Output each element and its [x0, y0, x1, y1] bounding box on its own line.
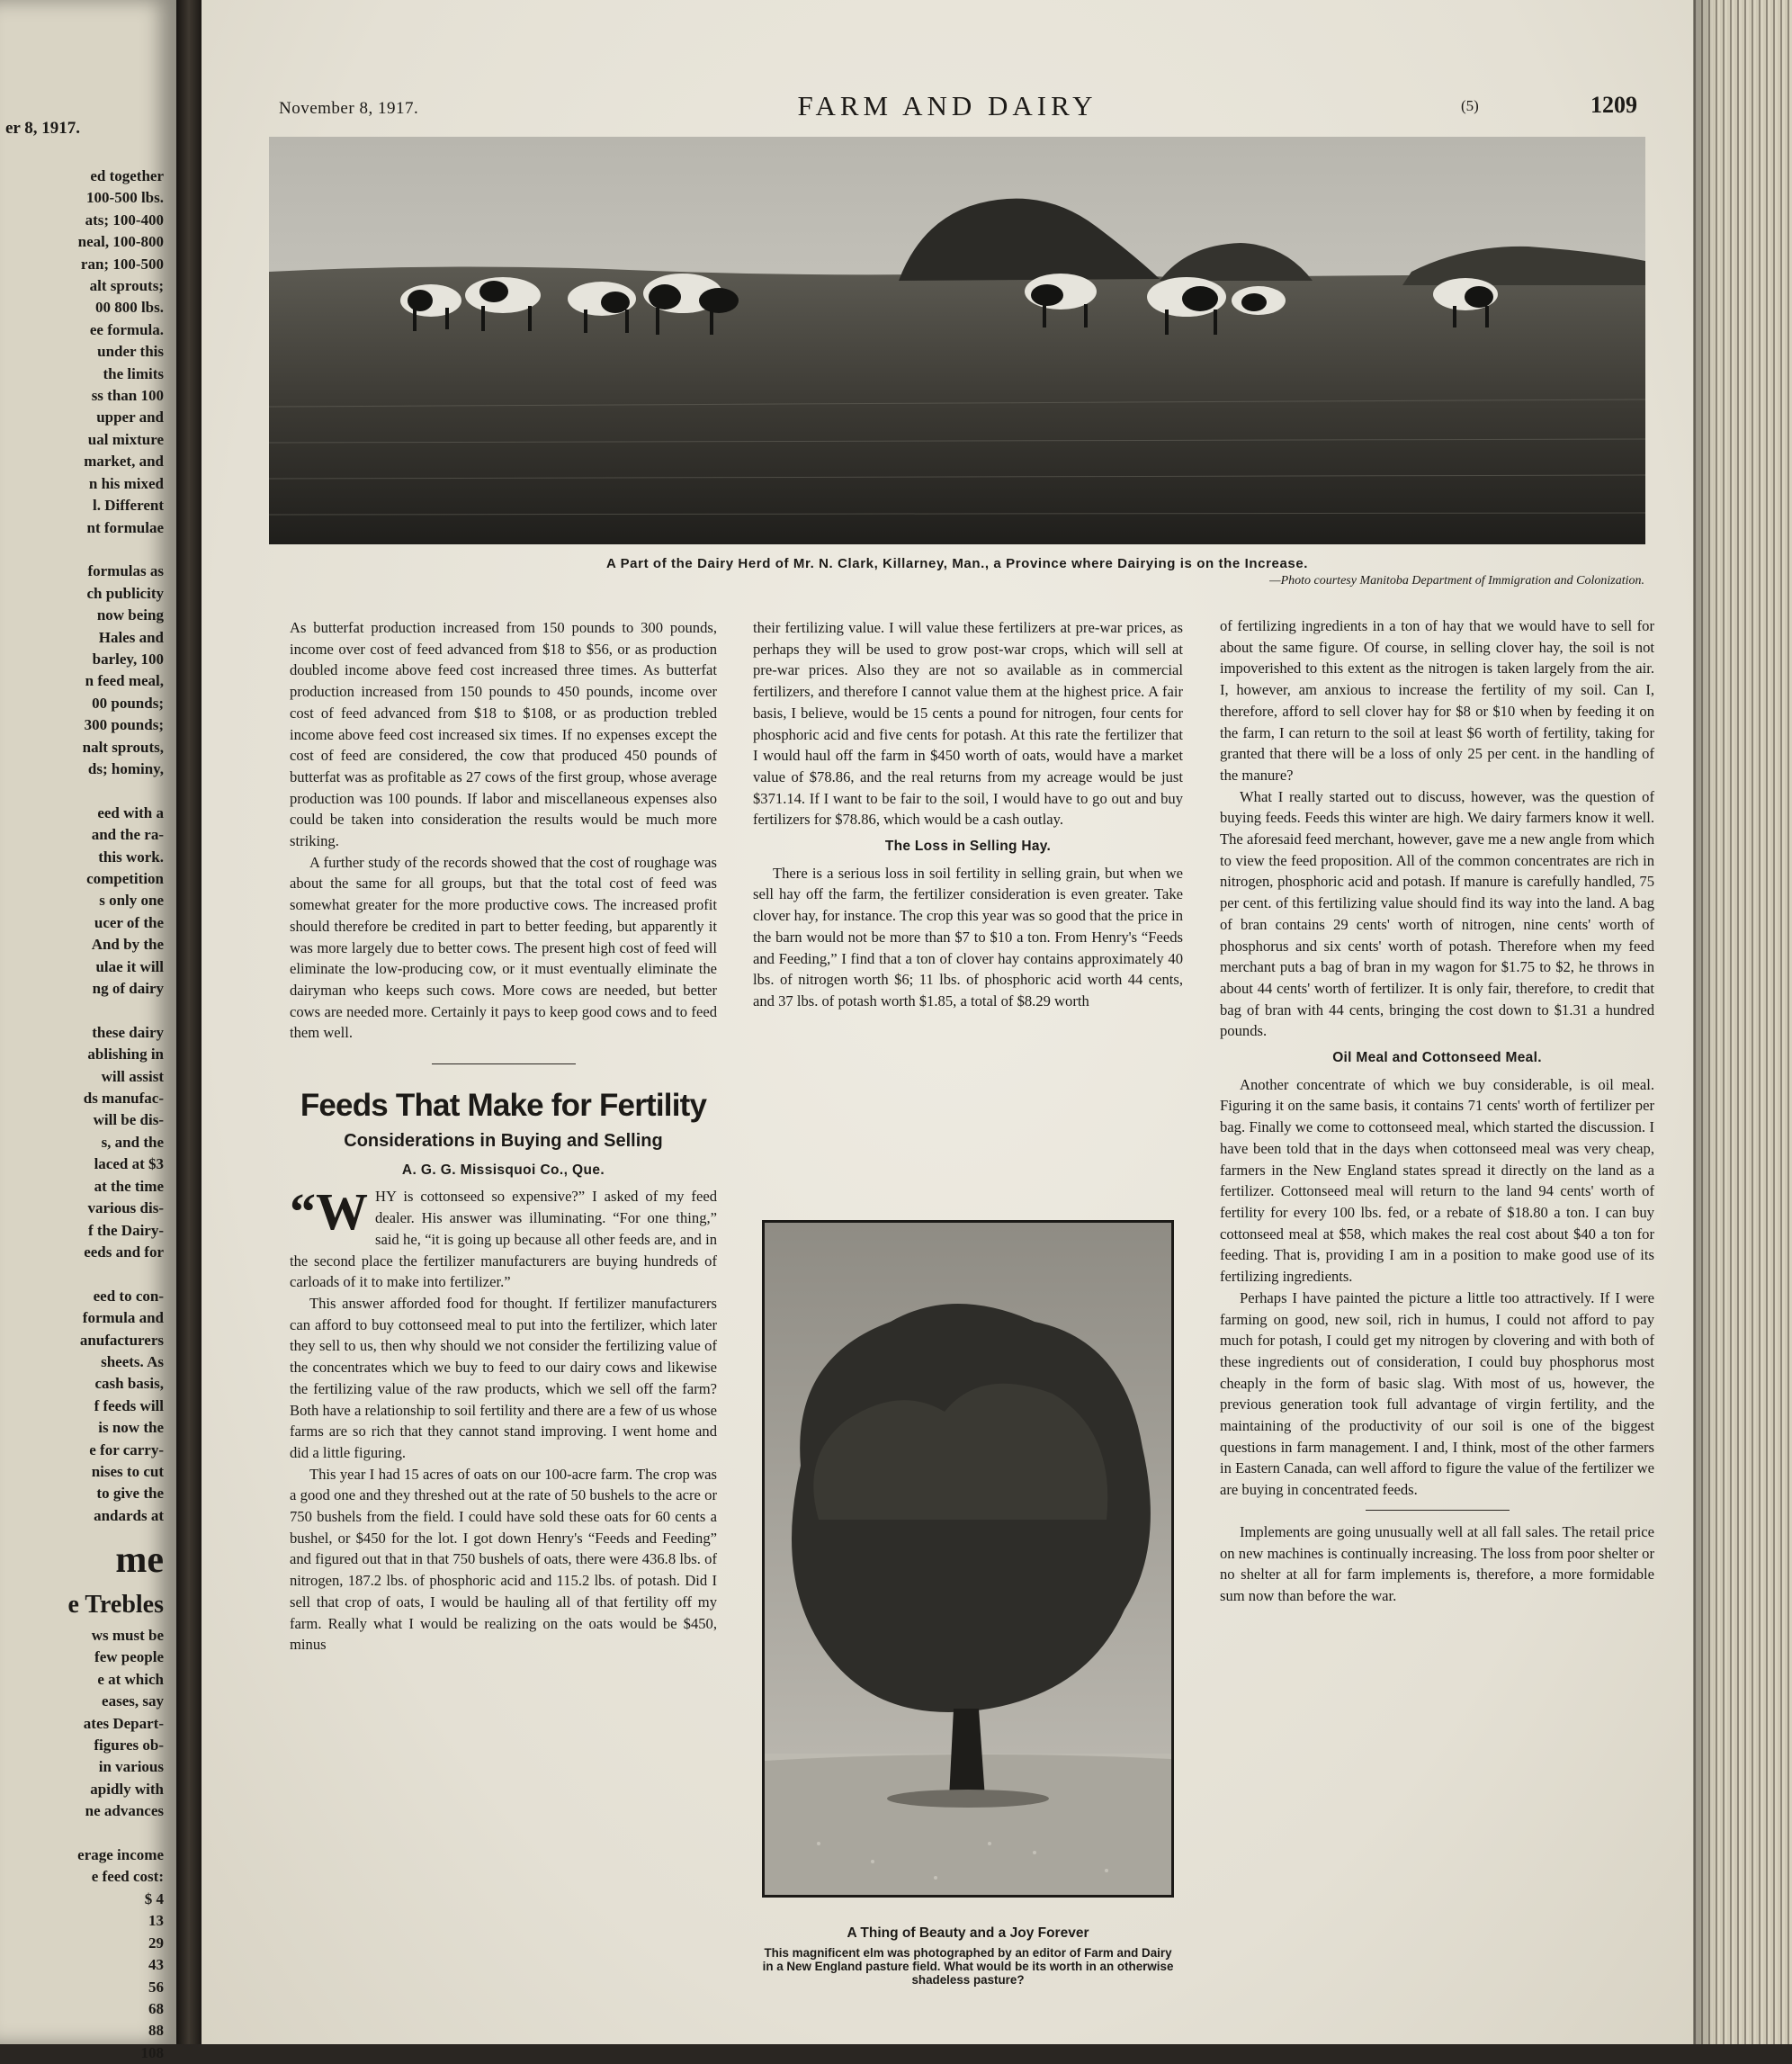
paragraph: Implements are going unusually well at all fall sales. The retail price on new machines is continually increasing. The loss from poor shelter or no shelter at all for farm implements is, therefore, a more formidable sum now than before the war. — [1220, 1522, 1654, 1604]
left-page-subheading: e Trebles — [67, 1591, 164, 1619]
column-1 — [290, 617, 717, 1656]
issue-date: November 8, 1917. — [279, 99, 419, 118]
left-page-line: these dairy — [92, 1023, 164, 1041]
left-page-line: ws must be — [91, 1627, 164, 1644]
left-page-line: anufacturers — [79, 1331, 164, 1349]
section-divider — [1366, 1510, 1510, 1511]
column-2 — [753, 617, 1183, 1012]
left-page-line: 108 — [140, 2043, 164, 2061]
paragraph: of fertilizing ingredients in a ton of hay that we would have to sell for about the same figure. Of course, in selling clover hay, the soil is not impoverished to this extent as the nitrogen is taken largely from the air. I, however, am anxious to increase the fertility of my soil. Can I, therefore, afford to sell clover hay for $8 or $10 when by feeding it on the farm, I can return to the soil at least $6 worth of fertility, taking for granted that there will be a loss of only 25 per cent. in the handling of the manure? — [1220, 617, 1654, 784]
left-page-line: 100-500 lbs. — [86, 189, 164, 207]
section-divider — [432, 1063, 576, 1064]
paragraph: their fertilizing value. I will value these fertilizers at pre-war prices, as perhaps they will be used to grow post-war crops, which will sell at pre-war prices. Also they are not so available as in commercial fertilizers, and therefore I cannot value them at the highest price. A fair basis, I believe, would be 15 cents a pound for nitrogen, four cents for phosphoric acid and five cents for potash. At this rate the fertilizer that I would haul off the farm in $450 worth of oats, would have a market value of $78.86, and the real returns from my acreage would be just $371.14. If I want to be fair to the soil, I would have to go out and buy fertilizers for $78.86, which would be a cash outlay. — [753, 619, 1183, 829]
left-page-line: ds; hominy, — [87, 759, 164, 777]
paragraph: There is a serious loss in soil fertility in selling grain, but when we sell hay off the farm, the fertilizer consideration is even greater. Take clover hay, for instance. The crop this year was so good that the price in the barn would not be more than $7 to $10 a ton. From Henry's “Feeds and Feeding,” I find that a ton of clover hay contains approximately 40 lbs. of nitrogen worth $6; 11 lbs. of phosphoric acid worth 44 cents, and 37 lbs. of potash worth $1.85, a total of $8.29 worth — [753, 864, 1183, 1010]
left-page-line: And by the — [91, 936, 164, 954]
book-gutter — [176, 0, 202, 2044]
page-edges — [1691, 0, 1792, 2044]
dairy-herd-photo — [269, 137, 1645, 544]
left-page-line: apidly with — [90, 1780, 164, 1798]
left-page-line: various dis- — [87, 1199, 164, 1217]
left-page-line: sheets. As — [101, 1352, 164, 1370]
left-page-line: 56 — [148, 1978, 164, 1996]
elm-tree-photo — [762, 1220, 1174, 1898]
left-page-date: er 8, 1917. — [5, 119, 81, 138]
opening-paragraph — [290, 1182, 717, 1293]
paragraph-text: HY is cottonseed so expensive?” I asked of my feed dealer. His answer was illuminating. “For one thing,” said he, “it is going up because all other feeds are, and in the second place the fertilizer manufacturers are buying hundreds of carloads of it to make into fertilizer.” — [290, 1188, 717, 1291]
left-page-line: barley, 100 — [92, 650, 164, 668]
left-page-line: neal, 100-800 — [77, 233, 164, 251]
left-page-line: 88 — [148, 2022, 164, 2040]
left-page-line: 13 — [148, 1912, 164, 1930]
left-page-line: formula and — [82, 1309, 164, 1327]
left-page-line: ch publicity — [86, 584, 164, 602]
left-page-line: upper and — [96, 408, 164, 426]
issue-marker: (5) — [1461, 97, 1479, 114]
left-page-line: ats; 100-400 — [85, 211, 164, 229]
left-page-line: e feed cost: — [91, 1868, 164, 1886]
left-page-heading: me — [115, 1539, 164, 1581]
left-page-line: ran; 100-500 — [80, 255, 164, 273]
article-byline: A. G. G. Missisquoi Co., Que. — [401, 1162, 605, 1178]
left-page-column-text — [0, 166, 164, 1527]
left-page-line: few people — [94, 1648, 164, 1666]
dairy-herd-caption: A Part of the Dairy Herd of Mr. N. Clark, Killarney, Man., a Province where Dairying is on the Increase. — [605, 556, 1309, 571]
left-page-line: ucer of the — [94, 913, 164, 931]
left-page-line: s only one — [99, 892, 164, 910]
left-page-line: will assist — [101, 1067, 164, 1085]
left-page-line: l. Different — [93, 497, 164, 515]
section-subhead: The Loss in Selling Hay. — [884, 839, 1052, 855]
elm-caption-text: This magnificent elm was photographed by an editor of Farm and Dairy in a New England pasture field. What would be its worth in an otherwise shadeless pasture? — [762, 1946, 1174, 1987]
left-page-line: is now the — [98, 1419, 164, 1437]
left-page-strip — [0, 0, 176, 2061]
left-page-line: ates Depart- — [83, 1714, 164, 1732]
drop-cap: “W — [290, 1182, 368, 1242]
column-3 — [1220, 615, 1654, 1607]
paragraph: This answer afforded food for thought. If fertilizer manufacturers can afford to buy cottonseed meal to put into the fertilizer, which later they sell to us, then why should we not consider the fertilizing value of the concentrates which we buy to feed to our dairy cows and likewise the fertilizing value of the raw products, which we sell off the farm? Both have a relationship to soil fertility and there are a few of us whose farms are so rich that they cannot stand improving. I went home and did a little figuring. — [290, 1294, 717, 1461]
left-page-line: eases, say — [102, 1692, 164, 1710]
left-page-line: ng of dairy — [92, 980, 164, 998]
photo-credit: —Photo courtesy Manitoba Department of Immigration and Colonization. — [1269, 574, 1644, 588]
paragraph: What I really started out to discuss, however, was the question of buying feeds. Feeds this winter are high. We dairy farmers know it well. The aforesaid feed merchant, however, gave me a new angle from which to view the feed proposition. All of the common concentrates are rich in nitrogen, phosphoric acid and potash. If manure is carefully handled, 75 per cent. of this fertilizing value should find its way into the land. A bag of bran contains 29 cents' worth of nitrogen, nine cents' worth of phosphorus and six cents' worth of potash. Therefore when my feed merchant puts a bag of bran in my wagon for $1.75 to $2, he throws in about 44 cents' worth of fertilizer. It is only fair, therefore, to credit that bag of bran with 44 cents, bringing the cost down to $1.31 a hundred pounds. — [1220, 787, 1654, 1040]
left-page-line: the limits — [103, 364, 164, 382]
left-page-line: n his mixed — [88, 474, 164, 492]
left-page-line — [0, 539, 164, 561]
running-head — [202, 90, 1693, 126]
left-page-line: 00 800 lbs. — [94, 299, 164, 317]
left-page-line: ne advances — [85, 1802, 164, 1820]
paragraph: As butterfat production increased from 150 pounds to 300 pounds, income over cost of feed advanced from $18 to $56, or as production doubled income above feed cost increased three times. As butterfat production increased from 150 pounds to 450 pounds, income over cost of feed advanced from $18 to $108, or as production trebled income above feed cost increased six times. If no expenses except the cost of feed are considered, the cow that produced 450 pounds of butterfat was as profitable as 27 cows of the first group, whose average production was 100 pounds. If labor and miscellaneous expenses also could be taken into consideration the results would be much more striking. — [290, 619, 717, 850]
left-page-line: nises to cut — [91, 1462, 164, 1480]
left-page-line — [0, 1823, 164, 1844]
left-page-line: f feeds will — [94, 1396, 164, 1414]
left-page-line: s, and the — [101, 1133, 164, 1151]
left-page-line: f the Dairy- — [87, 1221, 164, 1239]
left-page-line: now being — [96, 606, 164, 624]
paragraph: This year I had 15 acres of oats on our 100-acre farm. The crop was a good one and they threshed out at the rate of 50 bushels to the acre or 750 bushels from the field. I could have sold these oats for 60 cents a bushel, or $450 for the lot. I got down Henry's “Feeds and Feeding” and figured out that in that 750 bushels of oats, there were 436.8 lbs. of nitrogen, 187.2 lbs. of phosphoric acid and 115.2 lbs. of potash. Did I sell that crop of oats, I would be hauling all of that fertility off my farm. Really what I would be realizing on the oats would be $450, minus — [290, 1465, 717, 1654]
left-page-line: e for carry- — [89, 1440, 164, 1458]
left-page-line: nt formulae — [86, 518, 164, 536]
left-page-line: competition — [86, 870, 164, 887]
left-page-line: eed with a — [97, 803, 164, 821]
left-page-line: ds manufac- — [83, 1090, 164, 1108]
left-page-line: to give the — [96, 1485, 164, 1503]
page-number: 1209 — [1590, 92, 1637, 118]
left-page-line: this work. — [98, 848, 164, 866]
section-subhead: Oil Meal and Cottonseed Meal. — [1332, 1050, 1542, 1066]
article-title: Feeds That Make for Fertility — [300, 1088, 707, 1124]
article-header — [290, 1086, 717, 1180]
left-page-line: ual mixture — [87, 430, 164, 448]
left-page-line: figures ob- — [94, 1736, 164, 1754]
left-page-line: nalt sprouts, — [82, 738, 164, 756]
publication-title: FARM AND DAIRY — [797, 90, 1098, 121]
left-page-line: and the ra- — [91, 826, 164, 844]
left-page-line: market, and — [84, 453, 164, 471]
left-page-line: cash basis, — [94, 1375, 164, 1393]
left-page-line: 300 pounds; — [84, 716, 164, 734]
left-page-column-text-lower — [0, 1625, 164, 2064]
left-page-line: Hales and — [98, 628, 164, 646]
left-page-line: $ 4 — [144, 1889, 164, 1907]
left-page-line: 00 pounds; — [92, 694, 164, 712]
left-page-line: laced at $3 — [94, 1155, 164, 1173]
paragraph: Another concentrate of which we buy considerable, is oil meal. Figuring it on the same basis, it contains 71 cents' worth of fertilizer per bag. Finally we come to cottonseed meal, which started the discussion. I have been told that in the days when cottonseed meal was very cheap, farmers in the New England states spread it directly on the land as a fertilizer. Cottonseed meal will return to the land 94 cents' worth of fertility for every 100 lbs. fed, or a rebate of $18.80 a ton. I can buy cottonseed meal at $58, which makes the real cost about $40 a ton for feeding. That is, providing I am in a position to make good use of its fertilizing ingredients. — [1220, 1075, 1654, 1286]
left-page-line: under this — [97, 343, 164, 361]
left-page-line: in various — [98, 1758, 164, 1776]
left-page-line: will be dis- — [93, 1111, 164, 1129]
paragraph: Perhaps I have painted the picture a little too attractively. If I were farming on good, new soil, rich in humus, I could not afford to pay much for potash, I could get my nitrogen by clovering and with both of these ingredients out of consideration, I could buy phosphorus most cheaply in the form of basic slag. With most of us, however, the previous generation took full advantage of virgin fertility, and the maintaining of the productivity of our soil is one of the biggest questions in farm management. I and, I think, most of the other farmers in Eastern Canada, can well afford to figure the value of the fertilizer we are buying in concentrated feeds. — [1220, 1288, 1654, 1499]
left-page-line: ulae it will — [95, 957, 164, 975]
left-page-line: 29 — [148, 1934, 164, 1952]
left-page-line: ss than 100 — [91, 387, 164, 405]
left-page-line: andards at — [94, 1506, 164, 1524]
left-page-line — [0, 1263, 164, 1285]
newspaper-page — [202, 0, 1693, 2044]
left-page-line — [0, 1000, 164, 1021]
left-page-line: ed together — [90, 167, 164, 184]
left-page-line: 43 — [148, 1956, 164, 1974]
left-page-line: at the time — [94, 1177, 164, 1195]
left-page-line: erage income — [77, 1846, 164, 1864]
left-page-line: ablishing in — [87, 1045, 164, 1063]
left-page-line: 68 — [148, 1999, 164, 2017]
left-page-line — [0, 780, 164, 802]
elm-caption-title: A Thing of Beauty and a Joy Forever — [847, 1925, 1089, 1941]
left-page-line: alt sprouts; — [89, 277, 164, 295]
left-page-line: formulas as — [87, 562, 164, 580]
left-page-line: e at which — [97, 1670, 164, 1688]
article-subtitle: Considerations in Buying and Selling — [344, 1131, 663, 1152]
left-page-line: eeds and for — [84, 1243, 164, 1261]
left-page-line: n feed meal, — [85, 672, 164, 690]
paragraph: A further study of the records showed that the cost of roughage was about the same for all groups, but that the total cost of feed was somewhat greater for the more productive cows. The increased profit should therefore be credited in part to better feeding, but apparently it was more largely due to better cows. The present high cost of feed will eliminate the low-producing cow, or it must eventually eliminate the dairyman who keeps such cows. More cows are needed, but better cows are needed more. Certainly it pays to keep good cows and to feed them well. — [290, 853, 717, 1042]
left-page-line: eed to con- — [93, 1287, 164, 1305]
left-page-line: ee formula. — [89, 320, 164, 338]
